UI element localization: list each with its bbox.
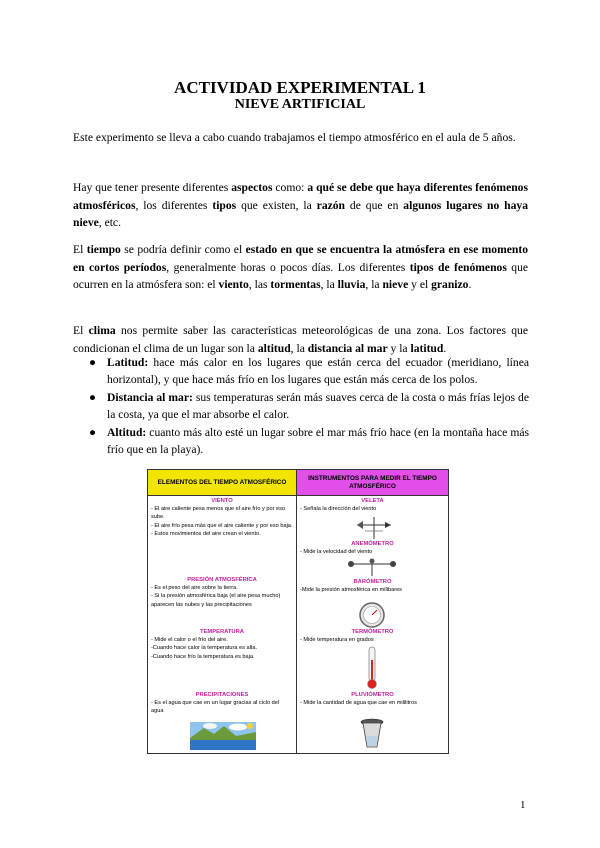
page-subtitle: NIEVE ARTIFICIAL <box>234 97 366 112</box>
paragraph-aspects: Hay que tener presente diferentes aspectos como: a qué se debe que haya diferentes fenómenos atmosféricos, los diferentes tipos que existen, la razón de que en algunos lugares no haya nieve, etc. <box>73 181 528 229</box>
section-barometro <box>297 578 448 594</box>
table-text: -Cuando hace calor la temperatura es alta. <box>151 645 258 652</box>
section-heading: PRESIÓN ATMOSFÉRICA <box>187 577 257 583</box>
section-heading: PLUVIÓMETRO <box>351 692 394 698</box>
table-text: - Es el agua que cae en un lugar gracias al ciclo del agua <box>151 700 280 715</box>
table-text: - Es el peso del aire sobre la tierra. <box>151 585 238 592</box>
bullet-icon: ● <box>89 425 97 439</box>
paragraph-climate: El clima nos permite saber las características meteorológicas de una zona. Los factores que condicionan el clima de un lugar son la altitud, la distancia al mar y la latitud. <box>73 324 529 355</box>
paragraph-weather: El tiempo se podría definir como el estado en que se encuentra la atmósfera en ese momento en cortos períodos, generalmente horas o pocos días. Los diferentes tipos de fenómenos que ocurren en la atmósfera son: el viento, las tormentas, la lluvia, la nieve y el granizo. <box>73 243 529 291</box>
weather-vane-icon <box>349 515 399 539</box>
section-anemometro <box>297 540 448 556</box>
instruments-column <box>297 470 448 753</box>
rain-gauge-icon <box>357 718 387 750</box>
elements-header: ELEMENTOS DEL TIEMPO ATMOSFÉRICO <box>148 470 296 496</box>
section-heading: PRECIPITACIONES <box>195 692 249 698</box>
water-cycle-image <box>190 722 256 750</box>
table-text: - Mide la velocidad del viento <box>300 549 373 556</box>
page-number: 1 <box>520 799 526 811</box>
list-item: ● Altitud: cuanto más alto esté un lugar sobre el mar más frío hace (en la montaña hace más frío que en la playa). <box>89 425 529 457</box>
section-veleta <box>297 497 448 513</box>
table-text: -Cuando hace frío la temperatura es baja. <box>151 653 255 660</box>
table-text: - Mide la cantidad de agua que cae en mililitros <box>300 700 417 707</box>
table-text: -Mide la presión atmosférica en milibares <box>300 587 402 594</box>
section-pluviometro <box>297 691 448 707</box>
weather-table-image <box>147 469 449 754</box>
section-temperatura <box>148 628 296 661</box>
table-text: - El aire frío pesa más que el aire caliente y por eso baja. <box>151 522 293 529</box>
table-text: - Estos movimientos del aire crean el viento. <box>151 530 261 537</box>
list-item: ● Latitud: hace más calor en los lugares que están cerca del ecuador (meridiano, línea horizontal), y que hace más frío en los lugares que están más cerca de los polos. <box>89 356 529 387</box>
elements-column <box>148 470 297 753</box>
list-item: ● Distancia al mar: sus temperaturas serán más suaves cerca de la costa o más frías lejos de la costa, ya que el mar absorbe el calor. <box>89 390 529 422</box>
climate-factors-list <box>89 354 529 458</box>
section-heading: BARÓMETRO <box>353 579 392 585</box>
section-heading: TERMÓMETRO <box>351 629 394 635</box>
section-heading: VIENTO <box>211 498 233 504</box>
section-presion <box>148 576 296 609</box>
section-heading: ANEMÓMETRO <box>351 541 394 547</box>
table-text: - Si la presión atmosférica baja (el aire pesa mucho) aparecen las nubes y las precipitaciones <box>151 593 281 608</box>
table-text: - Mide temperatura en grados <box>300 637 374 644</box>
table-text: - Señala la dirección del viento <box>300 506 377 513</box>
section-precipitaciones <box>148 691 296 716</box>
section-viento <box>148 497 296 538</box>
section-heading: TEMPERATURA <box>199 629 244 635</box>
paragraph-intro: Este experimento se lleva a cabo cuando trabajamos el tiempo atmosférico en el aula de 5 años. <box>73 131 516 144</box>
section-heading: VELETA <box>361 498 384 504</box>
anemometer-icon <box>345 558 399 576</box>
table-text: - El aire caliente pesa menos que el aire frío y por eso sube. <box>151 506 286 521</box>
instruments-header: INSTRUMENTOS PARA MEDIR EL TIEMPO ATMOSFÉRICO <box>297 470 448 496</box>
thermometer-icon <box>365 646 379 690</box>
bullet-icon: ● <box>89 390 97 404</box>
barometer-icon <box>359 602 385 628</box>
section-termometro <box>297 628 448 644</box>
page-title: ACTIVIDAD EXPERIMENTAL 1 <box>174 78 426 97</box>
table-text: - Mide el calor o el frío del aire. <box>151 637 228 644</box>
bullet-icon: ● <box>89 356 97 369</box>
